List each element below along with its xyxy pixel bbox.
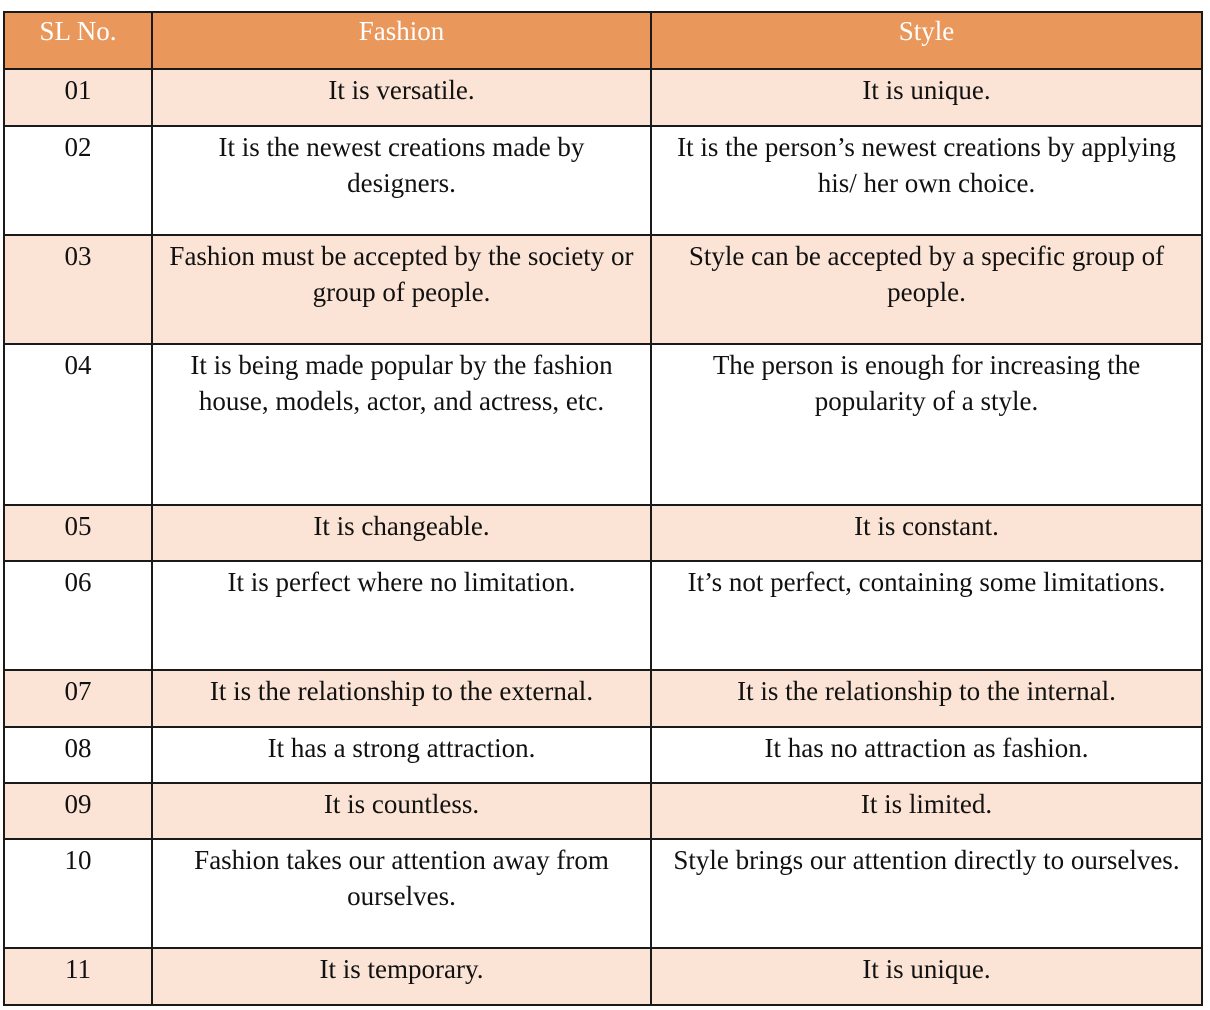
cell-fashion: It is countless. bbox=[152, 783, 651, 839]
cell-style: It is unique. bbox=[651, 948, 1202, 1005]
table-row bbox=[4, 783, 1202, 839]
header-fashion: Fashion bbox=[152, 12, 651, 69]
cell-fashion: It has a strong attraction. bbox=[152, 727, 651, 783]
cell-sl-no: 10 bbox=[4, 839, 152, 948]
table-row bbox=[4, 948, 1202, 1005]
table-row bbox=[4, 561, 1202, 670]
cell-sl-no: 05 bbox=[4, 505, 152, 561]
cell-style: It has no attraction as fashion. bbox=[651, 727, 1202, 783]
cell-sl-no: 07 bbox=[4, 670, 152, 727]
table-row bbox=[4, 505, 1202, 561]
cell-fashion: It is the newest creations made by designers. bbox=[152, 126, 651, 235]
cell-style: It is the relationship to the internal. bbox=[651, 670, 1202, 727]
cell-fashion: Fashion takes our attention away from ourselves. bbox=[152, 839, 651, 948]
cell-style: The person is enough for increasing the popularity of a style. bbox=[651, 344, 1202, 505]
cell-sl-no: 06 bbox=[4, 561, 152, 670]
cell-sl-no: 08 bbox=[4, 727, 152, 783]
fashion-vs-style-table bbox=[3, 11, 1203, 1006]
cell-sl-no: 03 bbox=[4, 235, 152, 344]
cell-style: It is the person’s newest creations by applying his/ her own choice. bbox=[651, 126, 1202, 235]
cell-style: It is constant. bbox=[651, 505, 1202, 561]
cell-style: Style brings our attention directly to ourselves. bbox=[651, 839, 1202, 948]
cell-sl-no: 11 bbox=[4, 948, 152, 1005]
cell-style: It’s not perfect, containing some limitations. bbox=[651, 561, 1202, 670]
cell-fashion: It is perfect where no limitation. bbox=[152, 561, 651, 670]
cell-fashion: Fashion must be accepted by the society or group of people. bbox=[152, 235, 651, 344]
cell-fashion: It is the relationship to the external. bbox=[152, 670, 651, 727]
cell-fashion: It is versatile. bbox=[152, 69, 651, 126]
cell-sl-no: 09 bbox=[4, 783, 152, 839]
table-row bbox=[4, 727, 1202, 783]
table-row bbox=[4, 126, 1202, 235]
table-row bbox=[4, 839, 1202, 948]
table-row bbox=[4, 670, 1202, 727]
cell-sl-no: 01 bbox=[4, 69, 152, 126]
header-row bbox=[4, 12, 1202, 69]
cell-sl-no: 04 bbox=[4, 344, 152, 505]
table-row bbox=[4, 69, 1202, 126]
cell-fashion: It is temporary. bbox=[152, 948, 651, 1005]
table-row bbox=[4, 344, 1202, 505]
cell-style: Style can be accepted by a specific group of people. bbox=[651, 235, 1202, 344]
cell-fashion: It is changeable. bbox=[152, 505, 651, 561]
header-style: Style bbox=[651, 12, 1202, 69]
cell-style: It is limited. bbox=[651, 783, 1202, 839]
header-sl-no: SL No. bbox=[4, 12, 152, 69]
cell-fashion: It is being made popular by the fashion house, models, actor, and actress, etc. bbox=[152, 344, 651, 505]
cell-style: It is unique. bbox=[651, 69, 1202, 126]
table-row bbox=[4, 235, 1202, 344]
cell-sl-no: 02 bbox=[4, 126, 152, 235]
